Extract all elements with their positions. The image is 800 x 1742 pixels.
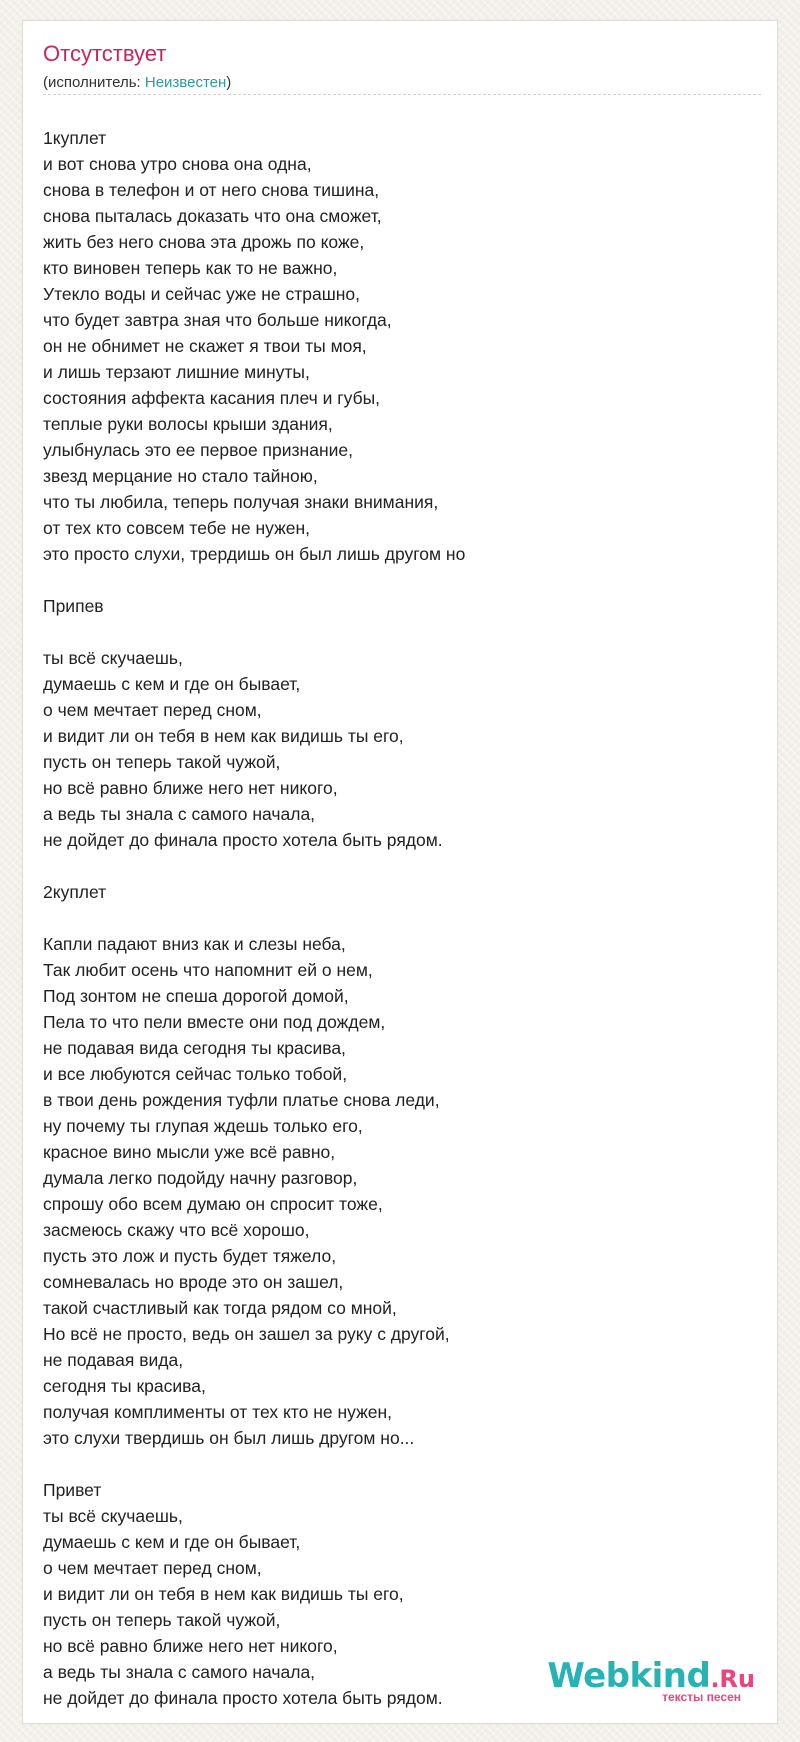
lyric-line: 1куплет bbox=[43, 128, 107, 148]
lyric-line: кто виновен теперь как то не важно, bbox=[43, 258, 338, 278]
lyric-line: Утекло воды и сейчас уже не страшно, bbox=[43, 284, 361, 304]
lyric-line: он не обнимет не скажет я твои ты моя, bbox=[43, 336, 367, 356]
lyric-line: пусть он теперь такой чужой, bbox=[43, 752, 281, 772]
lyric-blank-line bbox=[43, 1451, 743, 1477]
lyric-line: что будет завтра зная что больше никогда, bbox=[43, 310, 392, 330]
lyric-line: но всё равно ближе него нет никого, bbox=[43, 1636, 338, 1656]
lyric-line: ну почему ты глупая ждешь только его, bbox=[43, 1116, 363, 1136]
lyric-line: думаешь с кем и где он бывает, bbox=[43, 1532, 301, 1552]
lyric-blank-line bbox=[43, 567, 743, 593]
lyric-line: ты всё скучаешь, bbox=[43, 648, 183, 668]
lyric-line: засмеюсь скажу что всё хорошо, bbox=[43, 1220, 310, 1240]
lyric-line: 2куплет bbox=[43, 882, 107, 902]
lyric-line: и вот снова утро снова она одна, bbox=[43, 154, 312, 174]
lyric-line: теплые руки волосы крыши здания, bbox=[43, 414, 333, 434]
lyric-line: Пела то что пели вместе они под дождем, bbox=[43, 1012, 386, 1032]
lyric-line: пусть это лож и пусть будет тяжело, bbox=[43, 1246, 337, 1266]
site-logo[interactable] bbox=[547, 1656, 755, 1704]
lyric-line: но всё равно ближе него нет никого, bbox=[43, 778, 338, 798]
lyric-line: красное вино мысли уже всё равно, bbox=[43, 1142, 336, 1162]
lyric-line: снова пыталась доказать что она сможет, bbox=[43, 206, 382, 226]
lyric-line: не подавая вида сегодня ты красива, bbox=[43, 1038, 346, 1058]
logo-brand: Webkind bbox=[547, 1656, 711, 1696]
lyrics-text bbox=[43, 125, 743, 1711]
lyric-line: спрошу обо всем думаю он спросит тоже, bbox=[43, 1194, 383, 1214]
lyric-line: и видит ли он тебя в нем как видишь ты его, bbox=[43, 726, 404, 746]
lyric-line: жить без него снова эта дрожь по коже, bbox=[43, 232, 365, 252]
lyric-line: не дойдет до финала просто хотела быть рядом. bbox=[43, 830, 443, 850]
lyric-line: Но всё не просто, ведь он зашел за руку с другой, bbox=[43, 1324, 450, 1344]
lyric-line: не дойдет до финала просто хотела быть рядом. bbox=[43, 1688, 443, 1708]
lyric-line: думаешь с кем и где он бывает, bbox=[43, 674, 301, 694]
lyric-line: это просто слухи, трердишь он был лишь другом но bbox=[43, 544, 466, 564]
lyric-line: что ты любила, теперь получая знаки внимания, bbox=[43, 492, 439, 512]
lyric-line: не подавая вида, bbox=[43, 1350, 184, 1370]
lyrics-card bbox=[22, 20, 778, 1724]
lyric-line: и видит ли он тебя в нем как видишь ты его, bbox=[43, 1584, 404, 1604]
artist-link[interactable]: Неизвестен bbox=[144, 74, 227, 91]
lyric-line: Припев bbox=[43, 596, 104, 616]
lyric-line: получая комплименты от тех кто не нужен, bbox=[43, 1402, 393, 1422]
logo-tagline: тексты песен bbox=[662, 1690, 741, 1704]
logo-tld: .Ru bbox=[710, 1665, 755, 1693]
lyric-line: от тех кто совсем тебе не нужен, bbox=[43, 518, 311, 538]
lyric-line: о чем мечтает перед сном, bbox=[43, 1558, 262, 1578]
lyric-line: и все любуются сейчас только тобой, bbox=[43, 1064, 348, 1084]
artist-line bbox=[43, 75, 231, 90]
lyric-line: звезд мерцание но стало тайною, bbox=[43, 466, 318, 486]
lyric-line: в твои день рождения туфли платье снова леди, bbox=[43, 1090, 440, 1110]
header-divider bbox=[43, 94, 761, 95]
lyric-line: сегодня ты красива, bbox=[43, 1376, 206, 1396]
lyric-line: улыбнулась это ее первое признание, bbox=[43, 440, 353, 460]
lyric-blank-line bbox=[43, 619, 743, 645]
lyric-line: это слухи твердишь он был лишь другом но... bbox=[43, 1428, 415, 1448]
lyric-line: и лишь терзают лишние минуты, bbox=[43, 362, 310, 382]
lyric-line: пусть он теперь такой чужой, bbox=[43, 1610, 281, 1630]
lyric-line: а ведь ты знала с самого начала, bbox=[43, 1662, 316, 1682]
artist-suffix: ) bbox=[226, 74, 232, 91]
lyric-line: сомневалась но вроде это он зашел, bbox=[43, 1272, 344, 1292]
lyric-line: состояния аффекта касания плеч и губы, bbox=[43, 388, 381, 408]
lyric-line: снова в телефон и от него снова тишина, bbox=[43, 180, 380, 200]
song-title: Отсутствует bbox=[43, 41, 167, 66]
lyric-line: ты всё скучаешь, bbox=[43, 1506, 183, 1526]
lyric-line: думала легко подойду начну разговор, bbox=[43, 1168, 358, 1188]
lyric-line: о чем мечтает перед сном, bbox=[43, 700, 262, 720]
lyric-line: Под зонтом не спеша дорогой домой, bbox=[43, 986, 349, 1006]
artist-prefix: (исполнитель: bbox=[43, 74, 145, 91]
lyric-line: а ведь ты знала с самого начала, bbox=[43, 804, 316, 824]
lyric-line: Так любит осень что напомнит ей о нем, bbox=[43, 960, 373, 980]
logo-wordmark bbox=[547, 1656, 755, 1696]
lyric-line: Привет bbox=[43, 1480, 102, 1500]
lyric-blank-line bbox=[43, 905, 743, 931]
lyric-blank-line bbox=[43, 853, 743, 879]
lyric-line: такой счастливый как тогда рядом со мной, bbox=[43, 1298, 397, 1318]
lyric-line: Капли падают вниз как и слезы неба, bbox=[43, 934, 346, 954]
